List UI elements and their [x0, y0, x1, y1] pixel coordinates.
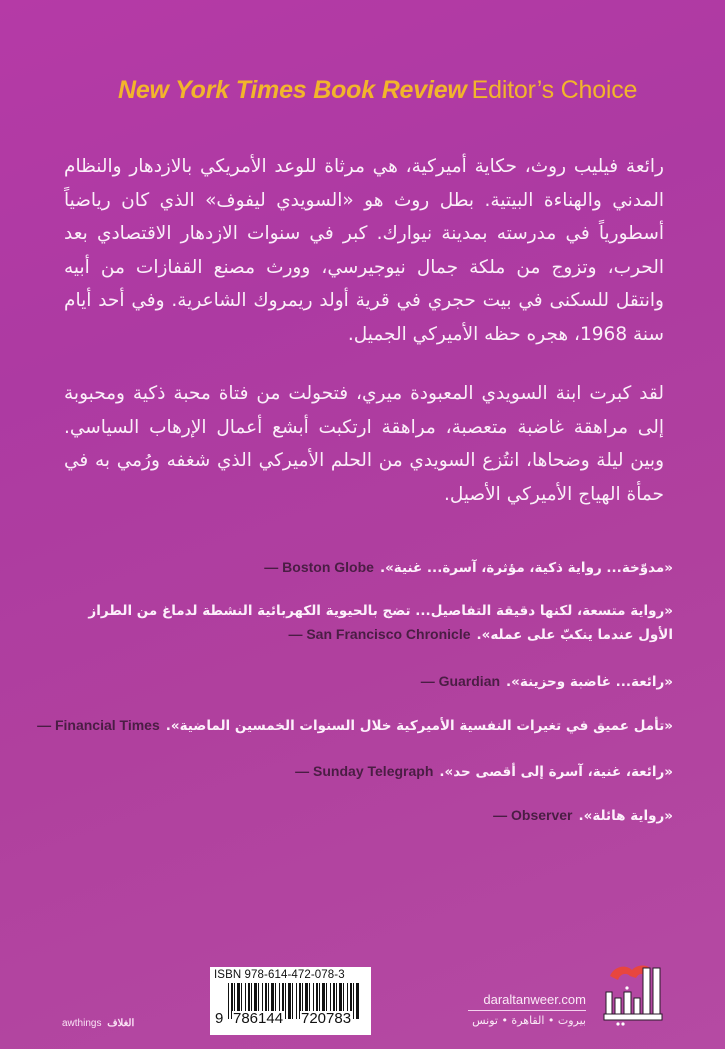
synopsis-paragraph-2: لقد كبرت ابنة السويدي المعبودة ميري، فتحولت من فتاة محبة ذكية ومحبوبة إلى مراهقة غاضبة متعصبة، مراهقة ارتكبت أبشع أعمال الإرهاب السياسي. وبين ليلة وضحاها، انتُزع السويدي من الحلم الأميركي الذي شغفه ورُمي به في حمأة الهياج الأميركي الأصيل.	[64, 383, 664, 505]
cover-credit-label: الغلاف	[107, 1018, 135, 1029]
review-text: «رائعة... غاضبة وحزينة».	[506, 674, 673, 690]
barcode-digit-first: 9	[215, 1010, 224, 1027]
review-quote	[33, 714, 673, 738]
editors-choice-headline	[118, 76, 678, 105]
cover-credit	[62, 1018, 134, 1029]
review-text: «مدوّخة... رواية ذكية، مؤثرة، آسرة... غنية».	[379, 560, 673, 576]
review-source: — Guardian	[420, 673, 501, 689]
review-source: — Financial Times	[37, 717, 160, 733]
review-quote	[53, 600, 673, 647]
publisher-info	[468, 992, 586, 1027]
review-text: «رائعة، غنية، آسرة إلى أقصى حد».	[439, 764, 673, 780]
review-source: — Boston Globe	[264, 559, 374, 575]
publisher-logo-icon	[596, 962, 664, 1028]
publisher-url: daraltanweer.com	[468, 992, 586, 1011]
synopsis-paragraph-1: رائعة فيليب روث، حكاية أميركية، هي مرثاة للوعد الأمريكي بالازدهار والنظام المدني والهناءة البيتية. بطل روث هو «السويدي ليفوف» الذي كان رياضياً أسطورياً في مدرسته بمدينة نيوارك. كبر في سنوات الازدهار الاقتصادي بعد الحرب، وتزوج من ملكة جمال نيوجيرسي، وورث مصنع القفازات من أبيه وانتقل للسكنى في بيت حجري في قرية أولد ريمروك الشاعرية. وفي أحد أيام سنة 1968، هجره حظه الأميركي الجميل.	[64, 156, 664, 345]
review-quote	[493, 804, 673, 828]
review-source: — Sunday Telegraph	[295, 763, 434, 779]
isbn-barcode	[210, 967, 371, 1035]
cover-designer: awthings	[62, 1018, 102, 1029]
review-quote	[295, 760, 673, 784]
review-source: — San Francisco Chronicle	[288, 626, 471, 642]
isbn-label: ISBN 978-614-472-078-3	[214, 969, 345, 981]
review-quote	[264, 556, 673, 580]
barcode-digits-right: 720783	[301, 1010, 352, 1027]
review-quote	[421, 670, 673, 694]
review-text: «رواية هائلة».	[578, 808, 673, 824]
publisher-cities: بيروت • القاهرة • تونس	[472, 1014, 586, 1027]
review-source: — Observer	[493, 807, 573, 823]
barcode-digits-left: 786144	[233, 1010, 284, 1027]
review-text: «تأمل عميق في تغيرات النفسية الأميركية خلال السنوات الخمسين الماضية».	[165, 718, 673, 734]
headline-publication: New York Times Book Review	[118, 76, 467, 104]
headline-award: Editor’s Choice	[471, 76, 638, 104]
review-text: «رواية متسعة، لكنها دقيقة التفاصيل... تضج بالحيوية الكهربائية النشطة لدماغ من الطراز الأول عندما ينكبّ على عمله».	[88, 603, 673, 643]
